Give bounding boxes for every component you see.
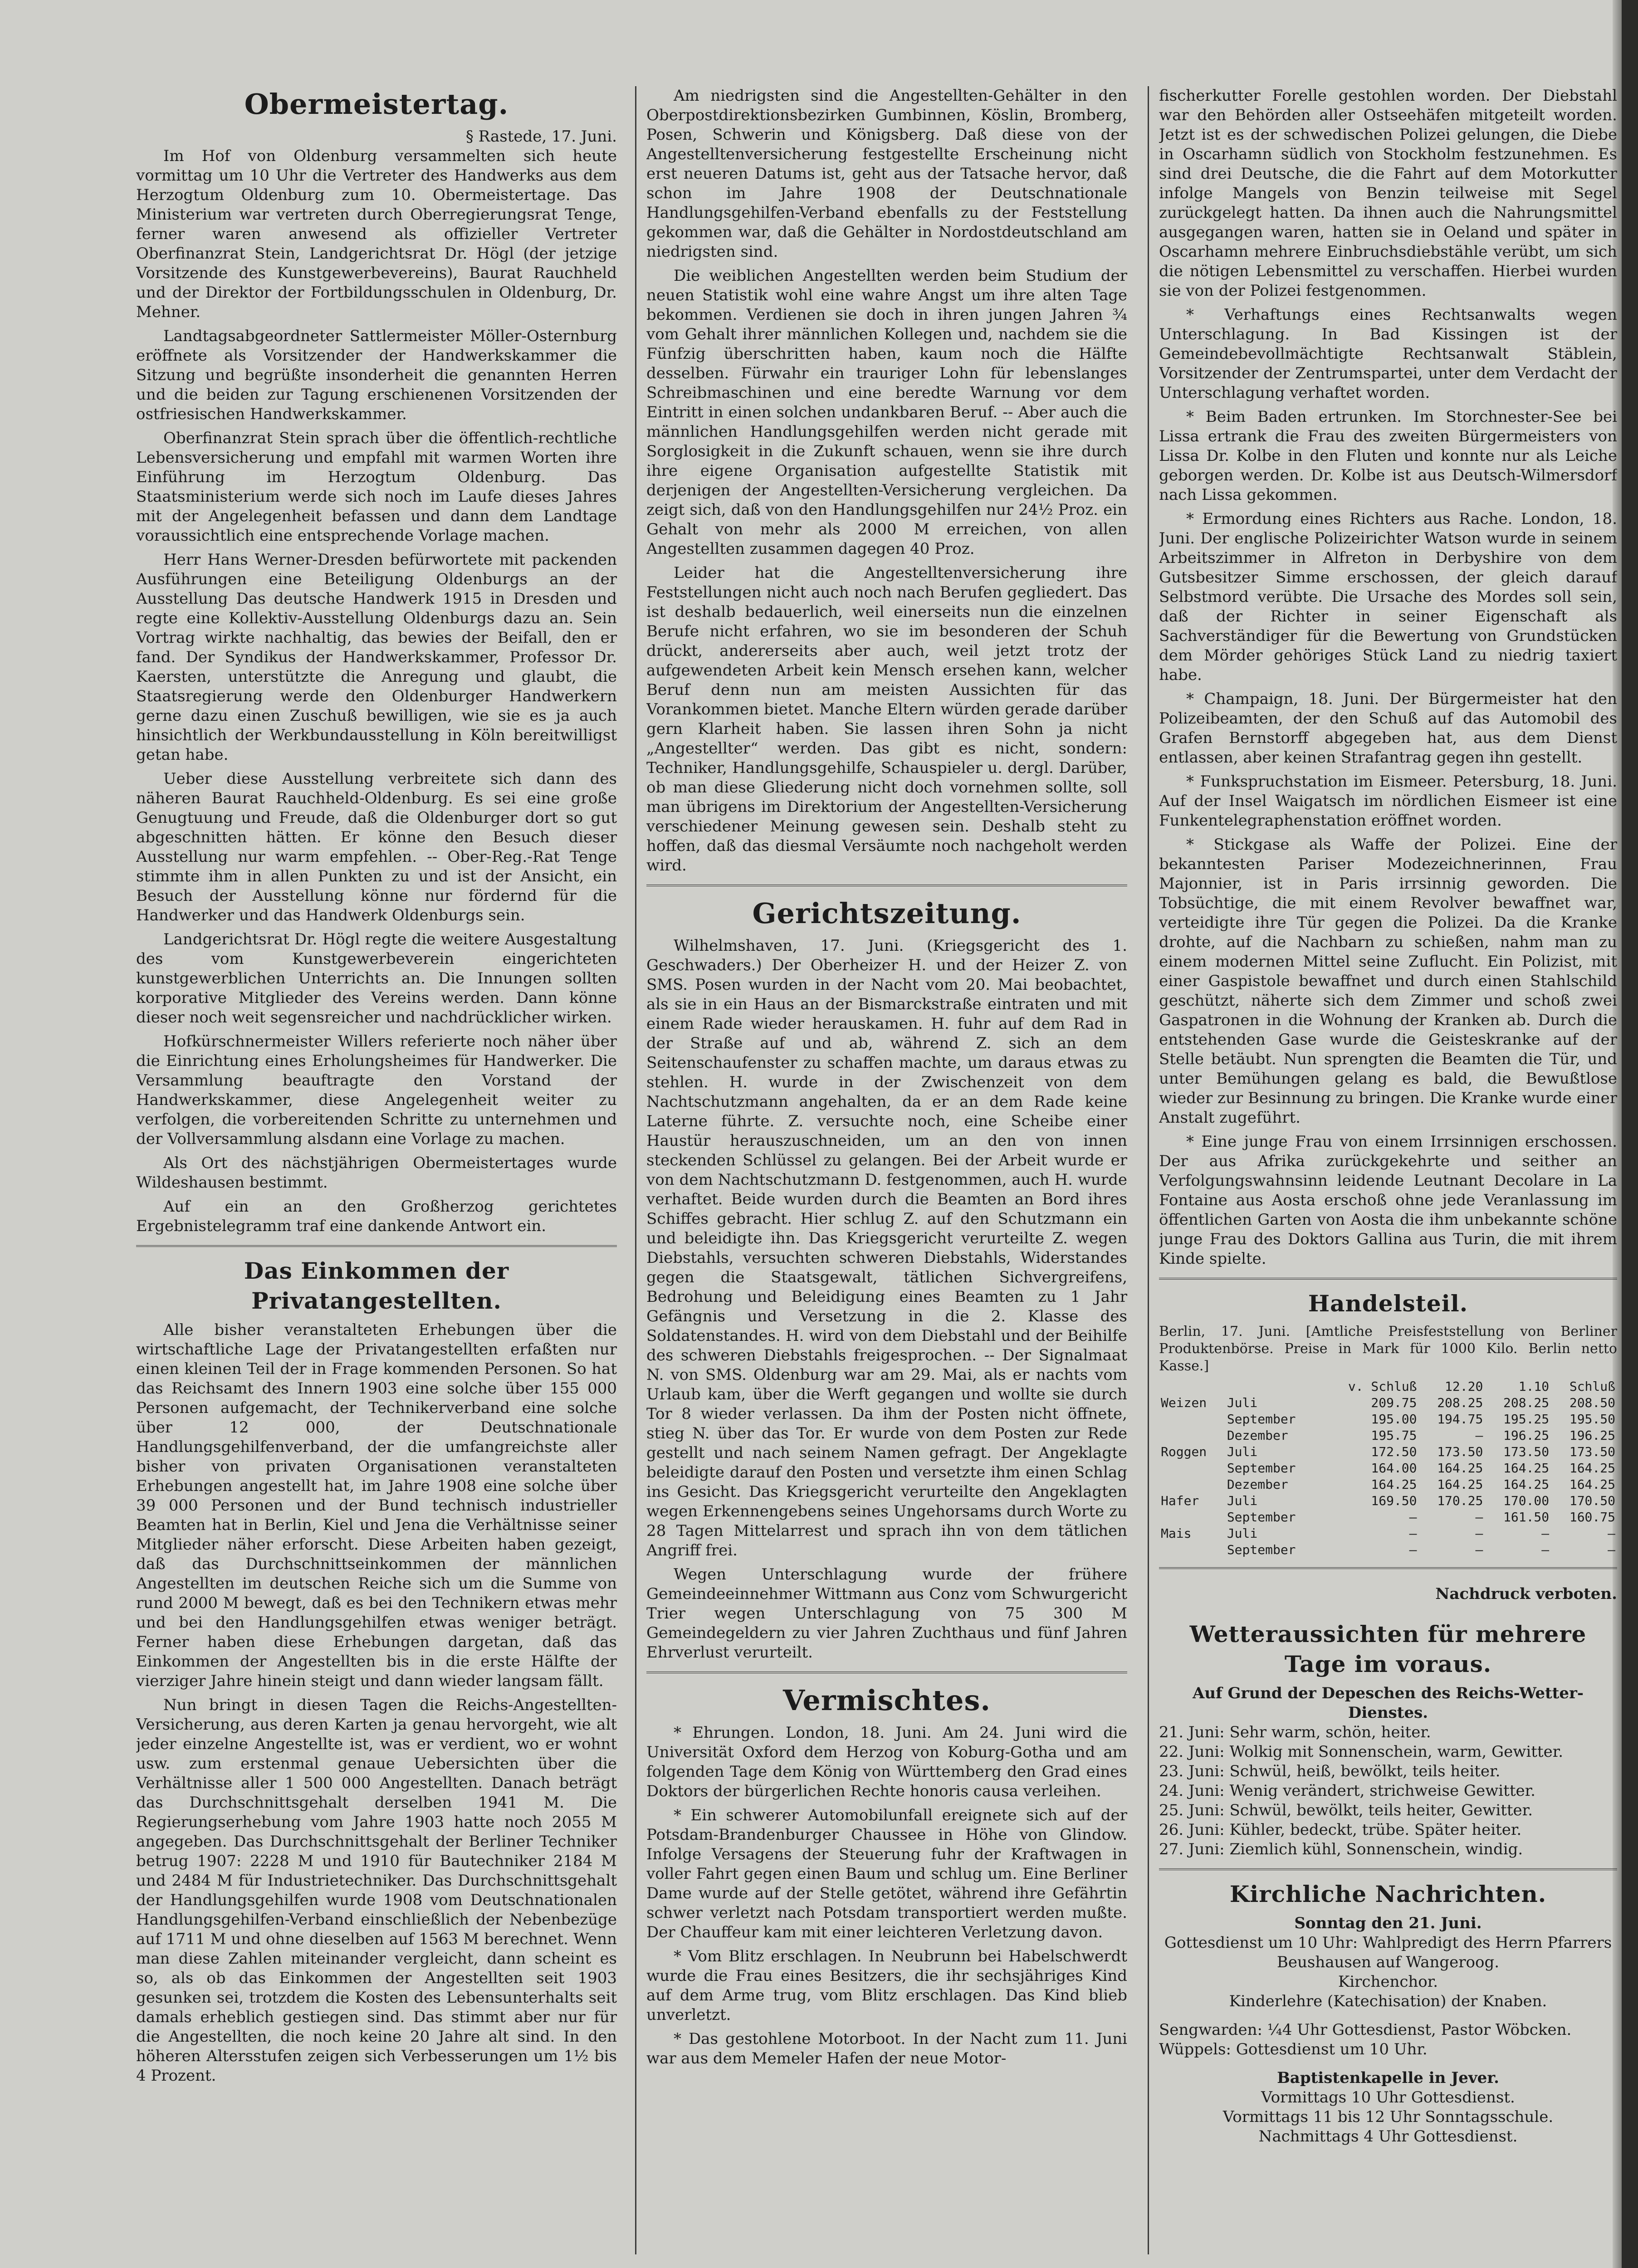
- article-body-obermeistertag: [136, 147, 617, 1236]
- table-cell: 195.00: [1371, 1412, 1417, 1427]
- table-cell: September: [1227, 1412, 1296, 1427]
- table-cell: —: [1475, 1510, 1483, 1525]
- church-line: Nachmittags 4 Uhr Gottesdienst.: [1258, 2127, 1518, 2146]
- paragraph: * Das gestohlene Motorboot. In der Nacht zum 11. Juni war aus dem Memeler Hafen der neue Motor-: [646, 2030, 1127, 2068]
- table-cell: 208.25: [1437, 1395, 1483, 1410]
- table-cell: 164.25: [1371, 1477, 1417, 1492]
- paragraph: Die weiblichen Angestellten werden beim Studium der neuen Statistik wohl eine wahre Angst um ihre alten Tage bekommen. Verdienen sie doch in ihren jungen Jahren ¾ vom Gehalt ihrer männlichen Kollegen und, nachdem sie die Fünfzig überschritten haben, kaum noch die Hälfte desselben. Fürwahr ein trauriger Lohn für lebenslanges Schreibmaschinen und eine beredte Warnung vor dem Eintritt in einen solchen undankbaren Beruf. -- Aber auch die männlichen Handlungsgehilfen werden nicht gerade mit Sorglosigkeit in die Zukunft schauen, wenn sie ihre durch ihre eigene Organisation aufgestellte Statistik mit derjenigen der Angestellten-Versicherung vergleichen. Da zeigt sich, daß von den Handlungsgehilfen nur 24½ Proz. ein Gehalt von mehr als 2000 M erreichen, von allen Angestellten zusammen dagegen 40 Proz.: [646, 267, 1127, 558]
- weather-forecast-list: [1159, 1723, 1617, 1859]
- section-divider: [1159, 1567, 1617, 1569]
- forecast-line: 25. Juni: Schwül, bewölkt, teils heiter, Gewitter.: [1159, 1801, 1533, 1819]
- table-cell: Juli: [1227, 1526, 1258, 1541]
- table-cell: Juli: [1227, 1395, 1258, 1410]
- table-cell: 161.50: [1503, 1510, 1550, 1525]
- section-title-gerichtszeitung: Gerichtszeitung.: [752, 897, 1022, 930]
- page-edge: [1622, 0, 1638, 2268]
- table-header-row: [1159, 1378, 1617, 1395]
- table-cell: 195.75: [1371, 1428, 1417, 1443]
- market-header: Berlin, 17. Juni. [Amtliche Preisfeststellung von Berliner Produktenbörse. Preise in Mark für 1000 Kilo. Berlin netto Kasse.]: [1159, 1324, 1617, 1374]
- table-cell: 173.50: [1437, 1444, 1483, 1459]
- column-header: v. Schluß: [1348, 1379, 1417, 1394]
- paragraph: * Ermordung eines Richters aus Rache. London, 18. Juni. Der englische Polizeirichter Watson wurde in seinem Arbeitszimmer in Alfreton in Derbyshire von dem Gutsbesitzer Simme erschossen, der gleich darauf Selbstmord verübte. Die Ursache des Mordes soll sein, daß der Richter in seiner Eigenschaft als Sachverständiger für die Bewertung von Grundstücken dem Mörder gehöriges Stück Land zu niedrig taxiert habe.: [1159, 510, 1617, 684]
- table-row: [1159, 1444, 1617, 1460]
- forecast-line: 23. Juni: Schwül, heiß, bewölkt, teils heiter.: [1159, 1762, 1501, 1780]
- section-title-handelsteil: Handelsteil.: [1308, 1290, 1468, 1317]
- table-cell: 172.50: [1371, 1444, 1417, 1459]
- table-row: [1159, 1525, 1617, 1542]
- church-line: Baptistenkapelle in Jever.: [1277, 2069, 1499, 2087]
- paragraph: Wegen Unterschlagung wurde der frühere Gemeindeeinnehmer Wittmann aus Conz vom Schwurgericht Trier wegen Unterschlagung von 75 300 M Gemeindegeldern zu vier Jahren Zuchthaus und fünf Jahren Ehrverlust verurteilt.: [646, 1565, 1127, 1662]
- section-divider: [136, 1245, 617, 1247]
- table-cell: 170.50: [1569, 1493, 1615, 1508]
- table-cell: —: [1475, 1428, 1483, 1443]
- table-cell: 196.25: [1503, 1428, 1550, 1443]
- paragraph: Im Hof von Oldenburg versammelten sich heute vormittag um 10 Uhr die Vertreter des Handwerks aus dem Herzogtum Oldenburg zum 10. Obermeistertage. Das Ministerium war vertreten durch Oberregierungsrat Tenge, ferner waren anwesend als offizieller Vertreter Oberfinanzrat Stein, Landgerichtsrat Dr. Högl (der jetzige Vorsitzende des Kunstgewerbevereins), Baurat Rauchheld und der Direktor der Fortbildungsschulen in Oldenburg, Dr. Mehner.: [136, 147, 617, 321]
- table-cell: —: [1608, 1526, 1615, 1541]
- section-title-vermischtes: Vermischtes.: [783, 1684, 991, 1717]
- paragraph: * Champaign, 18. Juni. Der Bürgermeister hat den Polizeibeamten, der den Schuß auf das Automobil des Grafen Bernstorff abgegeben hat, aus dem Dienst entlassen, aber keinen Strafantrag gegen ihn gestellt.: [1159, 690, 1617, 767]
- table-cell: 164.25: [1437, 1461, 1483, 1476]
- reprint-notice: Nachdruck verboten.: [1435, 1585, 1617, 1603]
- table-cell: 160.75: [1569, 1510, 1615, 1525]
- table-cell: Weizen: [1161, 1395, 1207, 1410]
- table-row: [1159, 1476, 1617, 1493]
- paragraph: Ueber diese Ausstellung verbreitete sich dann des näheren Baurat Rauchheld-Oldenburg. Es sei eine große Genugtuung und Freude, daß die Oldenburger dort so gut abgeschnitten hätten. Er könne den Besuch dieser Ausstellung nur warm empfehlen. -- Ober-Reg.-Rat Tenge stimmte ihm in allen Punkten zu und ist der Ansicht, ein Besuch der Ausstellung könne nur fördernd für die Handwerker und das Handwerk Oldenburgs sein.: [136, 770, 617, 924]
- table-cell: Mais: [1161, 1526, 1192, 1541]
- table-cell: Hafer: [1161, 1493, 1199, 1508]
- church-line: Sonntag den 21. Juni.: [1294, 1914, 1482, 1932]
- table-cell: [1159, 1476, 1225, 1493]
- table-cell: Roggen: [1161, 1444, 1207, 1459]
- paragraph: Herr Hans Werner-Dresden befürwortete mit packenden Ausführungen eine Beteiligung Oldenburgs an der Ausstellung Das deutsche Handwerk 1915 in Dresden und regte eine Kollektiv-Ausstellung Oldenburgs dazu an. Sein Vortrag wirkte nachhaltig, das bewies der Beifall, den er fand. Der Syndikus der Handwerkskammer, Professor Dr. Kaersten, unterstützte die Anregung und glaubt, die Staatsregierung werde den Oldenburger Handwerkern gerne dazu einen Zuschuß bewilligen, wie sie es ja auch hinsichtlich der Werkbundausstellung in Köln bereitwilligst getan habe.: [136, 551, 617, 764]
- table-cell: 164.25: [1569, 1477, 1615, 1492]
- table-cell: 164.25: [1503, 1461, 1550, 1476]
- table-cell: 164.25: [1569, 1461, 1615, 1476]
- paragraph: Leider hat die Angestelltenversicherung ihre Feststellungen nicht auch noch nach Berufen gegliedert. Das ist deshalb bedauerlich, weil einerseits nun die einzelnen Berufe nicht erfahren, wo sie im besonderen der Schuh drückt, andererseits aber auch, weil jetzt trotz der aufgewendeten Arbeit kein Mensch ersehen kann, welcher Beruf denn nun am meisten Aussichten für das Vorankommen bietet. Manche Eltern würden gerade darüber gern Klarheit haben. Sie lassen ihren Sohn ja nicht „Angestellter“ werden. Das gibt es nicht, sondern: Techniker, Handlungsgehilfe, Schauspieler u. dergl. Darüber, ob man diese Gliederung nicht doch vornehmen sollte, soll man übrigens im Direktorium der Angestellten-Versicherung verschiedener Meinung gewesen sein. Deshalb steht zu hoffen, daß das diesmal Versäumte noch nachgeholt werden wird.: [646, 564, 1127, 875]
- section-title-wetteraussichten: Wetteraussichten für mehrere Tage im voraus.: [1189, 1621, 1587, 1677]
- table-cell: 208.50: [1569, 1395, 1615, 1410]
- article-title-obermeistertag: Obermeistertag.: [244, 88, 509, 121]
- church-line: Sengwarden: ¼4 Uhr Gottesdienst, Pastor Wöbcken.: [1159, 2021, 1572, 2039]
- paragraph: Alle bisher veranstalteten Erhebungen über die wirtschaftliche Lage der Privatangestellten erfaßten nur einen kleinen Teil der in Frage kommenden Personen. So hat das Reichsamt des Innern 1903 eine solche über 155 000 Personen aufgemacht, der Technikerverband eine solche über 12 000, der Deutschnationale Handlungsgehilfenverband, der die umfangreichste aller bisher von privaten Organisationen veranstalteten Erhebungen angestellt hat, im Jahre 1908 eine solche über 39 000 Personen und der Bund technisch industrieller Beamten hat in Berlin, Kiel und Jena die Verhältnisse seiner Mitglieder näher erforscht. Diese Arbeiten haben gezeigt, daß das Durchschnittseinkommen der männlichen Angestellten im deutschen Reiche sich um die Summe von rund 2000 M bewegt, daß es bei den Technikern etwas mehr und bei den Handlungsgehilfen etwas weniger beträgt. Ferner haben diese Erhebungen dargetan, daß das Einkommen der Angestellten bis in die erste Hälfte der vierziger Jahre hinein steigt und dann wieder langsam fällt.: [136, 1321, 617, 1690]
- paragraph: Als Ort des nächstjährigen Obermeistertages wurde Wildeshausen bestimmt.: [136, 1154, 617, 1192]
- table-row: [1159, 1493, 1617, 1509]
- table-row: [1159, 1395, 1617, 1411]
- table-cell: 195.25: [1503, 1412, 1550, 1427]
- table-row: [1159, 1509, 1617, 1525]
- section-divider: [646, 885, 1127, 886]
- table-cell: 196.25: [1569, 1428, 1615, 1443]
- column-header: 12.20: [1445, 1379, 1483, 1394]
- table-cell: September: [1227, 1510, 1296, 1525]
- column-header: Schluß: [1569, 1379, 1615, 1394]
- weather-source: Auf Grund der Depeschen des Reichs-Wetter-Dienstes.: [1192, 1684, 1584, 1722]
- section-divider: [1159, 1868, 1617, 1870]
- table-cell: —: [1541, 1542, 1550, 1557]
- table-cell: [1159, 1460, 1225, 1476]
- paragraph: Oberfinanzrat Stein sprach über die öffentlich-rechtliche Lebensversicherung und empfahl mit warmen Worten ihre Einführung im Herzogtum Oldenburg. Das Staatsministerium werde sich noch im Laufe dieses Jahres mit der Angelegenheit befassen und dann dem Landtage voraussichtlich eine entsprechende Vorlage machen.: [136, 429, 617, 545]
- paragraph: * Verhaftungs eines Rechtsanwalts wegen Unterschlagung. In Bad Kissingen ist der Gemeindebevollmächtigte Rechtsanwalt Stäblein, Vorsitzender der Zentrumspartei, unter dem Verdacht der Unterschlagung verhaftet worden.: [1159, 306, 1617, 402]
- table-cell: September: [1227, 1542, 1296, 1557]
- forecast-line: 24. Juni: Wenig verändert, strichweise Gewitter.: [1159, 1782, 1535, 1800]
- paragraph: * Ehrungen. London, 18. Juni. Am 24. Juni wird die Universität Oxford dem Herzog von Koburg-Gotha und am folgenden Tage dem König von Württemberg den Grad eines Doktors der bürgerlichen Rechte honoris causa verleihen.: [646, 1724, 1127, 1800]
- church-line: Kinderlehre (Katechisation) der Knaben.: [1229, 1992, 1547, 2010]
- table-cell: Dezember: [1227, 1428, 1288, 1443]
- table-cell: [1159, 1509, 1225, 1525]
- table-cell: 164.25: [1437, 1477, 1483, 1492]
- table-cell: 170.00: [1503, 1493, 1550, 1508]
- dateline: § Rastede, 17. Juni.: [465, 127, 617, 146]
- section-divider: [646, 1672, 1127, 1673]
- paragraph: fischerkutter Forelle gestohlen worden. Der Diebstahl war den Behörden aller Ostseehäfen mitgeteilt worden. Jetzt ist es der schwedischen Polizei gelungen, die Diebe in Oscarhamn südlich von Stockholm festzunehmen. Es sind drei Deutsche, die die Fahrt auf dem Motorkutter infolge Mangels von Benzin teilweise mit Segel zurückgelegt hatten. Da ihnen auch die Nahrungsmittel ausgegangen waren, hatten sie in Oeland und später in Oscarhamn mehrere Einbruchsdiebstähle verübt, um sich die nötigen Lebensmittel zu verschaffen. Hierbei wurden sie von der Polizei festgenommen.: [1159, 87, 1617, 300]
- table-cell: —: [1409, 1526, 1417, 1541]
- column-right: [1159, 86, 1617, 2254]
- paragraph: Hofkürschnermeister Willers referierte noch näher über die Einrichtung eines Erholungsheimes für Handwerker. Die Versammlung beauftragte den Vorstand der Handwerkskammer, diese Angelegenheit weiter zu verfolgen, die vorbereitenden Schritte zu unternehmen und der Vollversammlung alsdann eine Vorlage zu machen.: [136, 1032, 617, 1148]
- paragraph: Wilhelmshaven, 17. Juni. (Kriegsgericht des 1. Geschwaders.) Der Oberheizer H. und der Heizer Z. von SMS. Posen wurden in der Nacht vom 20. Mai beobachtet, als sie in ein Haus an der Bismarckstraße eintraten und mit einem Rade wieder herauskamen. H. fuhr auf dem Rad in der Straße auf und ab, während Z. sich an dem Seitenschaufenster zu schaffen machte, um daraus etwas zu stehlen. H. wurde in der Zwischenzeit von dem Nachtschutzmann angehalten, da er an dem Rade keine Laterne führte. Z. versuchte noch, eine Scheibe einer Haustür herauszuschneiden, um an den von innen steckenden Schlüssel zu gelangen. Bei der Arbeit wurde er von dem Nachtschutzmann D. festgenommen, auch H. wurde verhaftet. Beide wurden durch die Beamten an Bord ihres Schiffes gebracht. Hier schlug Z. auf den Schutzmann ein und beleidigte ihn. Das Kriegsgericht verurteilte Z. wegen Diebstahls, versuchten schweren Diebstahls, Widerstandes gegen die Staatsgewalt, tätlichen Sichvergreifens, Bedrohung und Beleidigung eines Beamten zu 1 Jahr Gefängnis und Versetzung in die 2. Klasse des Soldatenstandes. H. wird von dem Diebstahl und der Beihilfe des schweren Diebstahls freigesprochen. -- Der Signalmaat N. von SMS. Oldenburg war am 29. Mai, als er nachts vom Urlaub kam, über die Werft gegangen und wollte sie durch Tor 8 wieder verlassen. Da ihm der Posten nicht öffnete, stieg N. über das Tor. Er wurde von dem Posten zur Rede gestellt und nach seinem Namen gefragt. Der Angeklagte beleidigte darauf den Posten und versetzte ihm einen Schlag ins Gesicht. Das Kriegsgericht verurteilte den Angeklagten wegen Erkennengebens seines Ungehorsams durch Worte zu 28 Tagen Mittelarrest und sprach ihn von dem tätlichen Angriff frei.: [646, 937, 1127, 1559]
- table-cell: —: [1608, 1542, 1615, 1557]
- table-cell: 173.50: [1569, 1444, 1615, 1459]
- church-line: Wüppels: Gottesdienst um 10 Uhr.: [1159, 2040, 1428, 2058]
- table-cell: —: [1475, 1542, 1483, 1557]
- paragraph: * Funkspruchstation im Eismeer. Petersburg, 18. Juni. Auf der Insel Waigatsch im nördlichen Eismeer ist eine Funkentelegraphenstation eröffnet worden.: [1159, 772, 1617, 830]
- paragraph: Am niedrigsten sind die Angestellten-Gehälter in den Oberpostdirektionsbezirken Gumbinnen, Köslin, Bromberg, Posen, Schwerin und Königsberg. Daß diese von der Angestelltenversicherung festgestellte Erscheinung nicht erst neueren Datums ist, geht aus der Tatsache hervor, daß schon im Jahre 1908 der Deutschnationale Handlungsgehilfen-Verband ebenfalls zu der Feststellung gekommen war, daß die Gehälter in Nordostdeutschland am niedrigsten sind.: [646, 87, 1127, 261]
- table-cell: [1159, 1542, 1225, 1558]
- paragraph: Landtagsabgeordneter Sattlermeister Möller-Osternburg eröffnete als Vorsitzender der Handwerkskammer die Sitzung und begrüßte insonderheit die genannten Herren und die beiden zur Tagung erschienenen Vorsitzenden der ostfriesischen Handwerkskammer.: [136, 327, 617, 423]
- paragraph: Auf ein an den Großherzog gerichtetes Ergebnistelegramm traf eine dankende Antwort ein.: [136, 1198, 617, 1235]
- table-cell: —: [1409, 1510, 1417, 1525]
- church-line: Vormittags 11 bis 12 Uhr Sonntagsschule.: [1222, 2108, 1554, 2126]
- paragraph: * Beim Baden ertrunken. Im Storchnester-See bei Lissa ertrank die Frau des zweiten Bürgermeisters von Lissa Dr. Kolbe in den Fluten und konnte nur als Leiche geborgen werden. Dr. Kolbe ist aus Deutsch-Wilmersdorf nach Lissa gekommen.: [1159, 408, 1617, 504]
- forecast-line: 22. Juni: Wolkig mit Sonnenschein, warm, Gewitter.: [1159, 1743, 1564, 1761]
- table-cell: [1159, 1427, 1225, 1444]
- table-cell: [1159, 1411, 1225, 1427]
- table-cell: Dezember: [1227, 1477, 1288, 1492]
- forecast-line: 27. Juni: Ziemlich kühl, Sonnenschein, windig.: [1159, 1840, 1523, 1858]
- table-cell: —: [1475, 1526, 1483, 1541]
- table-cell: Juli: [1227, 1444, 1258, 1459]
- paragraph: * Eine junge Frau von einem Irrsinnigen erschossen. Der aus Afrika zurückgekehrte und seither an Verfolgungswahnsinn leidende Leutnant Decolare in La Fontaine aus Aosta erschoß ohne jede Veranlassung im öffentlichen Garten von Aosta die ihm unbekannte schöne junge Frau des Doktors Gallina aus Turin, die mit ihrem Kinde spielte.: [1159, 1133, 1617, 1268]
- forecast-line: 21. Juni: Sehr warm, schön, heiter.: [1159, 1723, 1431, 1741]
- church-line: Kirchenchor.: [1338, 1973, 1438, 1991]
- table-cell: 209.75: [1371, 1395, 1417, 1410]
- table-cell: 173.50: [1503, 1444, 1550, 1459]
- section-divider: [1159, 1278, 1617, 1280]
- paragraph: Nun bringt in diesen Tagen die Reichs-Angestellten-Versicherung, aus deren Karten ja genau hervorgeht, wie alt jeder einzelne Angestellte ist, was er verdient, wo er wohnt usw. zum erstenmal genaue Uebersichten über die Verhältnisse aller 1 500 000 Angestellten. Danach beträgt das Durchschnittsgehalt derselben 1941 M. Die Regierungserhebung vom Jahre 1903 hatte noch 2055 M angegeben. Das Durchschnittsgehalt der Berliner Techniker betrug 1907: 2228 M und 1910 für Bautechniker 2184 M und 2484 M für Industrietechniker. Das Durchschnittsgehalt der Handlungsgehilfen wurde 1908 vom Deutschnationalen Handlungsgehilfen-Verband einschließlich der Nebenbezüge auf 1711 M und ohne dieselben auf 1563 M berechnet. Wenn man diese Zahlen miteinander vergleicht, dann scheint es so, als ob das Einkommen der Angestellten seit 1903 gesunken sei, trotzdem die Kosten des Lebensunterhalts seit damals erheblich gestiegen sind. Das stimmt aber nur für die Angestellten, die noch keine 20 Jahre alt sind. In den höheren Altersstufen zeigen sich Verbesserungen um 1½ bis 4 Prozent.: [136, 1696, 617, 2085]
- paragraph: * Ein schwerer Automobilunfall ereignete sich auf der Potsdam-Brandenburger Chaussee in Höhe von Glindow. Infolge Versagens der Steuerung fuhr der Kraftwagen in voller Fahrt gegen einen Baum und schlug um. Eine Berliner Dame wurde auf der Stelle getötet, während ihre Gefährtin schwer verletzt nach Potsdam transportiert werden mußte. Der Chauffeur kam mit einer leichteren Verletzung davon.: [646, 1806, 1127, 1941]
- church-line: Gottesdienst um 10 Uhr: Wahlpredigt des Herrn Pfarrers Beushausen auf Wangeroog.: [1164, 1934, 1612, 1971]
- table-cell: 169.50: [1371, 1493, 1417, 1508]
- paragraph: * Vom Blitz erschlagen. In Neubrunn bei Habelschwerdt wurde die Frau eines Besitzers, die ihr sechsjähriges Kind auf dem Arme trug, vom Blitz erschlagen. Das Kind blieb unverletzt.: [646, 1947, 1127, 2024]
- article-title-einkommen: Das Einkommen der Privatangestellten.: [244, 1257, 509, 1314]
- table-cell: September: [1227, 1461, 1296, 1476]
- table-cell: Juli: [1227, 1493, 1258, 1508]
- table-cell: 164.00: [1371, 1461, 1417, 1476]
- table-cell: —: [1409, 1542, 1417, 1557]
- church-notices: [1159, 1914, 1617, 2146]
- church-line: Vormittags 10 Uhr Gottesdienst.: [1261, 2088, 1515, 2107]
- column-header: 1.10: [1518, 1379, 1550, 1394]
- forecast-line: 26. Juni: Kühler, bedeckt, trübe. Später heiter.: [1159, 1821, 1522, 1839]
- column-rule: [635, 86, 636, 2254]
- table-cell: 208.25: [1503, 1395, 1550, 1410]
- table-cell: —: [1541, 1526, 1550, 1541]
- paragraph: Landgerichtsrat Dr. Högl regte die weitere Ausgestaltung des vom Kunstgewerbeverein eingerichteten kunstgewerblichen Unterrichts an. Die Innungen sollten korporative Mitglieder des Vereins werden. Dann könne dieser noch weit segensreicher und nachdrücklicher wirken.: [136, 930, 617, 1026]
- table-cell: 194.75: [1437, 1412, 1483, 1427]
- paragraph: * Stickgase als Waffe der Polizei. Eine der bekanntesten Pariser Modezeichnerinnen, Frau Majonnier, ist in Paris irrsinnig geworden. Die Tobsüchtige, die mit einem Revolver bewaffnet war, verteidigte ihre Tür gegen die Polizei. Da die Kranke drohte, auf die Nachbarn zu schießen, nahm man zu einem modernen Mittel seine Zuflucht. Ein Polizist, mit einer Gaspistole bewaffnet und durch einen Stahlschild geschützt, näherte sich dem Zimmer und schoß zwei Gaspatronen in die Wohnung der Kranken ab. Durch die entstehenden Gase wurde die Geisteskranke auf der Stelle betäubt. Nun sprengten die Beamten die Tür, und unter Bemühungen gelang es bald, die Bewußtlose wieder zur Besinnung zu bringen. Die Kranke wurde einer Anstalt zugeführt.: [1159, 836, 1617, 1127]
- table-cell: 164.25: [1503, 1477, 1550, 1492]
- table-cell: 195.50: [1569, 1412, 1615, 1427]
- table-cell: 170.25: [1437, 1493, 1483, 1508]
- column-middle: [646, 86, 1127, 2254]
- table-row: [1159, 1411, 1617, 1427]
- column-left: [136, 86, 617, 2254]
- table-row: [1159, 1542, 1617, 1558]
- market-table: [1159, 1378, 1617, 1558]
- table-row: [1159, 1427, 1617, 1444]
- column-rule: [1148, 86, 1149, 2254]
- section-title-kirchliche-nachrichten: Kirchliche Nachrichten.: [1229, 1881, 1547, 1907]
- table-row: [1159, 1460, 1617, 1476]
